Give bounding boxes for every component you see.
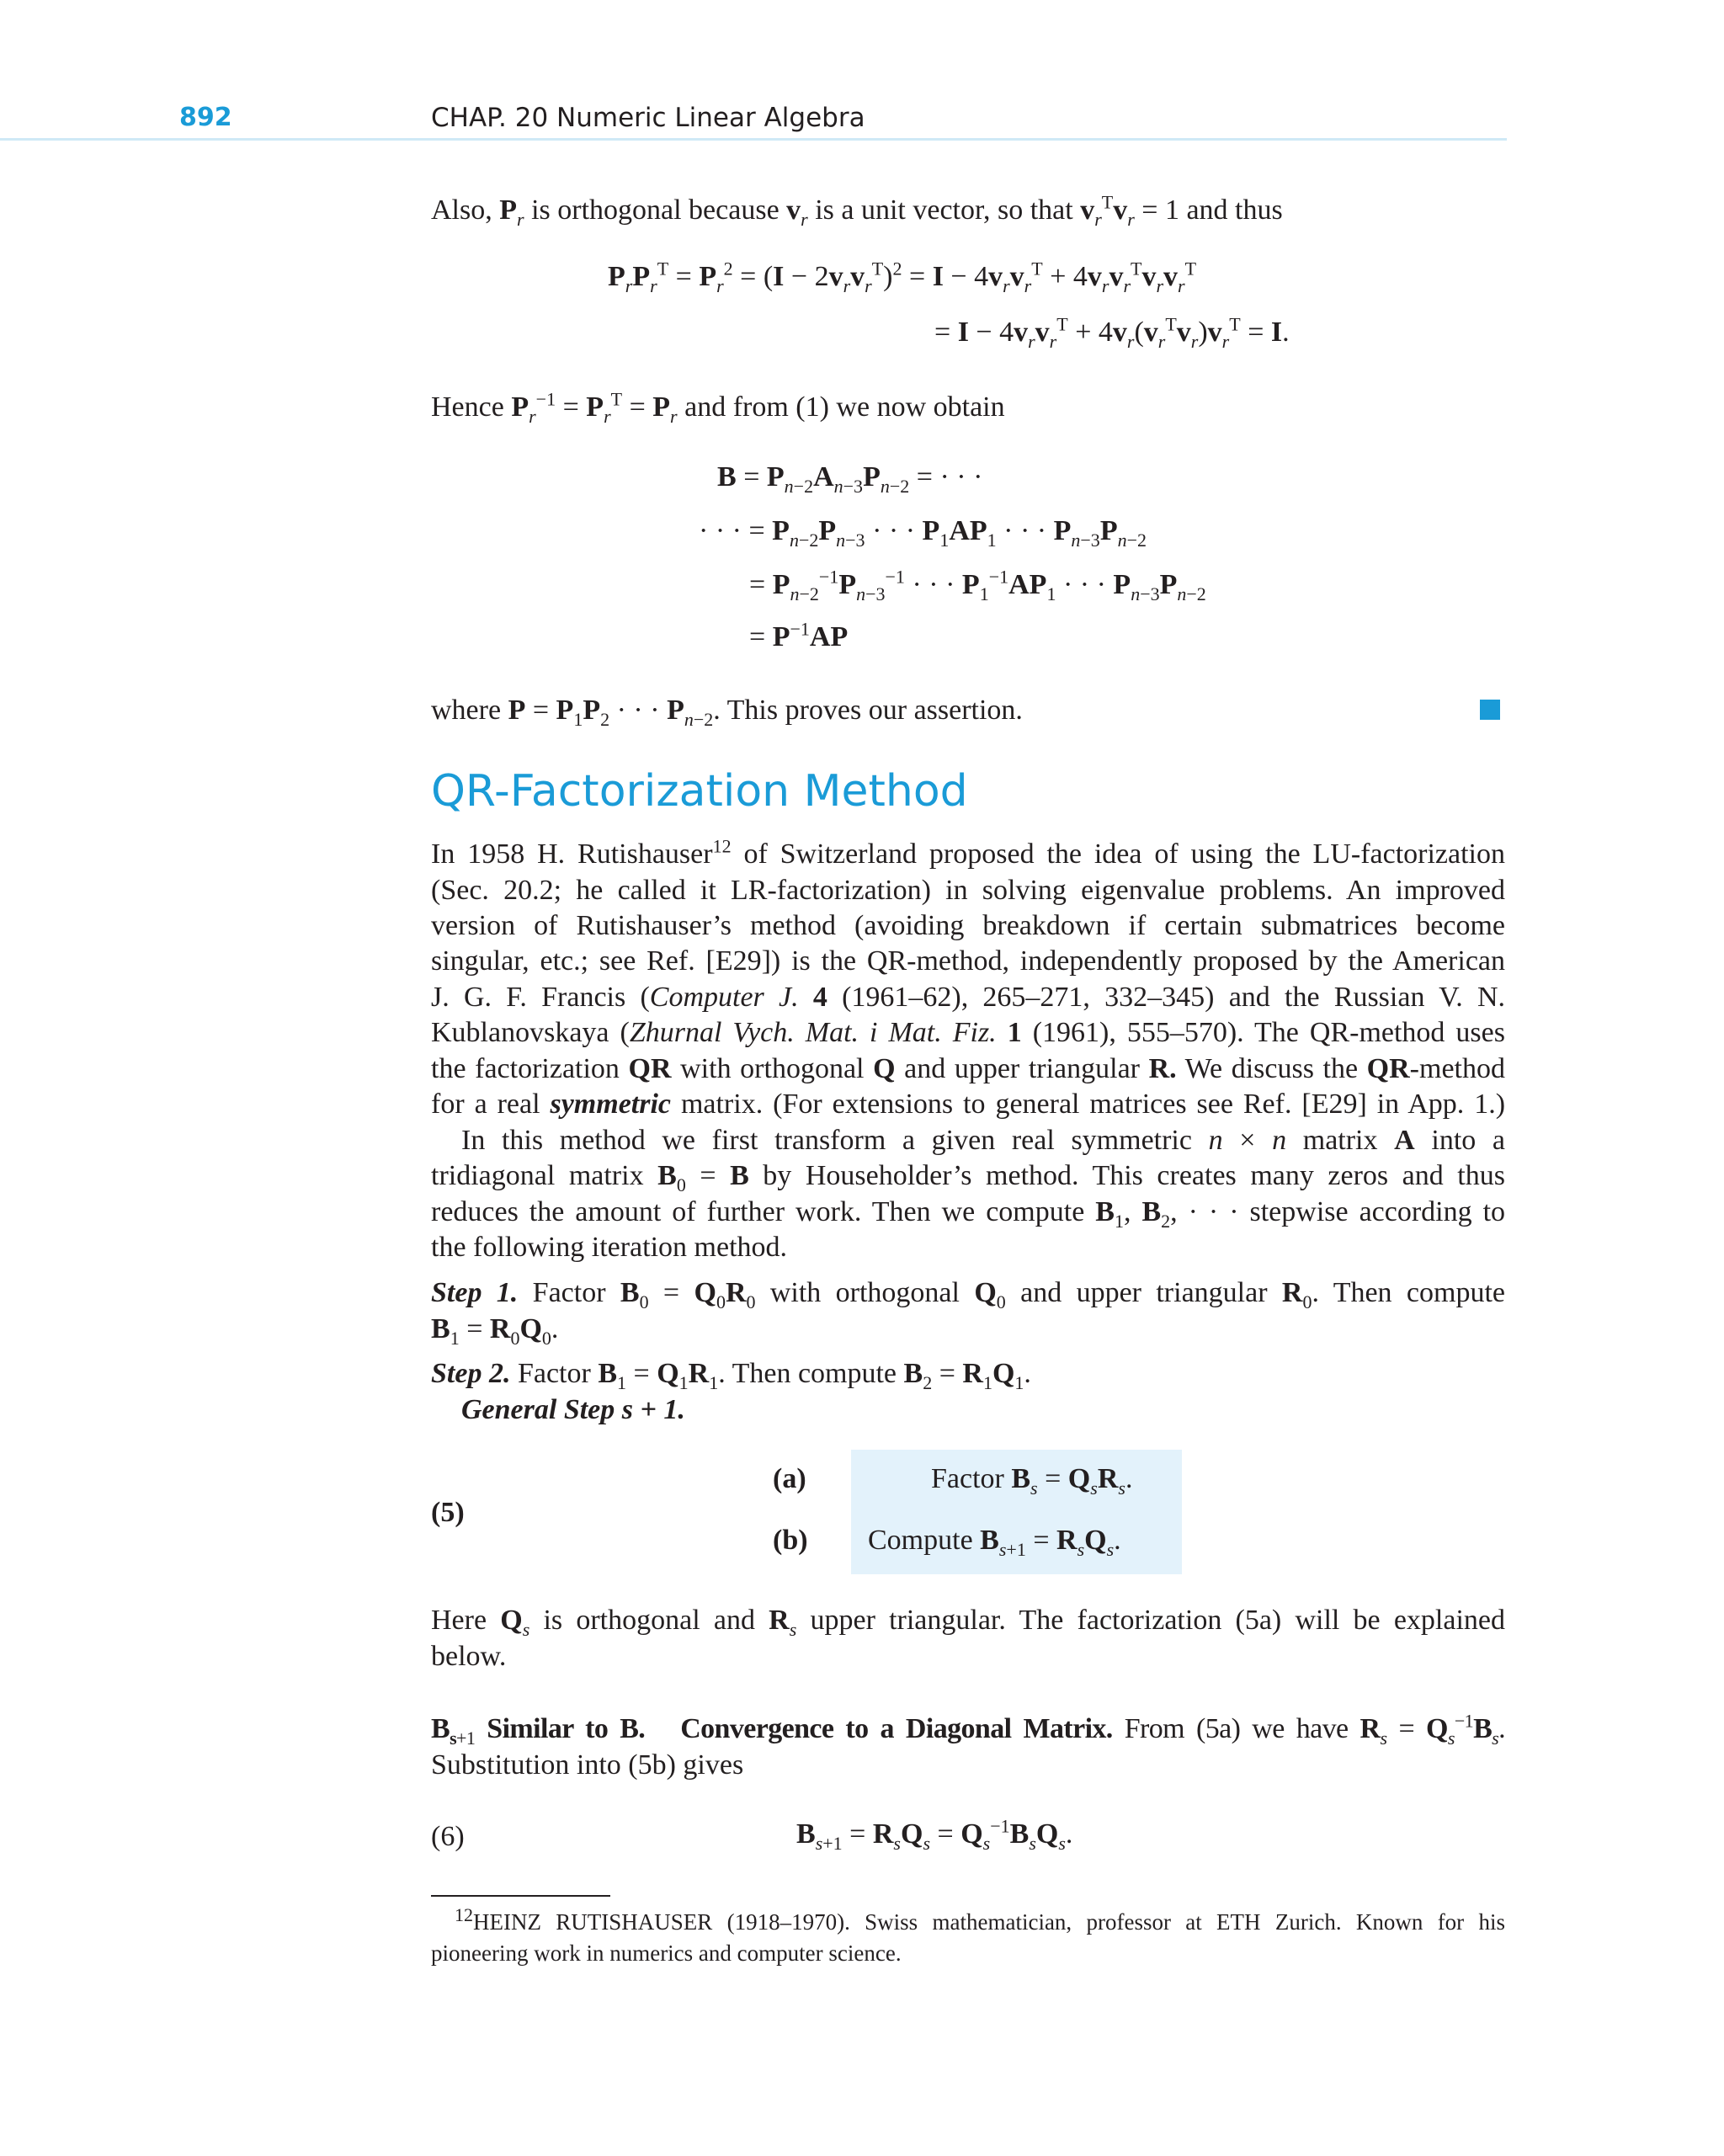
equation-5b-label: (b): [773, 1525, 808, 1556]
equation-5a: Factor $B_s = Q_sR_s$.: [931, 1463, 1133, 1499]
paragraph-1-line-8: for a real symmetric matrix. (For extensions to general matrices see Ref. [E29] in App. 1.): [431, 1089, 1506, 1120]
equation-5b: Compute $B_{s+1} = R_sQ_s$.: [868, 1525, 1121, 1560]
equation-6-label: (6): [431, 1821, 465, 1852]
equation-b-1: $B = P_{n-2}A_{n-3}P_{n-2}$ = · · ·: [717, 461, 983, 497]
here-line-2: below.: [431, 1641, 507, 1672]
equation-b-2: · · · = $P_{n-2}P_{n-3}$ · · · $P_1AP_1$ · · · $P_{n-3}P_{n-2}$: [699, 515, 1147, 551]
page-number: 892: [179, 103, 232, 132]
paragraph-1-line-3: version of Rutishauser’s method (avoiding breakdown if certain submatrices become: [431, 910, 1505, 941]
footnote-line-2: pioneering work in numerics and computer science.: [431, 1940, 902, 1966]
equation-5a-label: (a): [773, 1463, 806, 1494]
paragraph-2-line-4: the following iteration method.: [431, 1232, 788, 1263]
header-rule: [0, 138, 1507, 141]
paragraph-2-line-1: In this method we first transform a given real symmetric n × n matrix A into a: [461, 1125, 1505, 1156]
convergence-line-1: $B_{s+1}$ Similar to B. Convergence to a Diagonal Matrix. From (5a) we have $R_s = Q_s^{-1}B_s$.: [431, 1710, 1506, 1749]
section-heading: QR-Factorization Method: [431, 766, 968, 817]
paragraph-1-line-7: the factorization QR with orthogonal Q and upper triangular R. We discuss the QR-method: [431, 1053, 1505, 1084]
step-2-line: Step 2. Factor $B_1 = Q_1R_1$. Then compute $B_2 = R_1Q_1$.: [431, 1358, 1031, 1393]
step-1-line-1: Step 1. Factor $B_0 = Q_0R_0$ with orthogonal $Q_0$ and upper triangular $R_0$. Then compute: [431, 1277, 1505, 1312]
paragraph-2-line-2: tridiagonal matrix $B_0 = B$ by Householder’s method. This creates many zeros and thus: [431, 1160, 1505, 1195]
running-header: CHAP. 20 Numeric Linear Algebra: [431, 103, 865, 133]
equation-6: $B_{s+1} = R_sQ_s = Q_s^{-1}B_sQ_s$.: [796, 1815, 1073, 1854]
equation-pp-2: = $I - 4v_rv_r^T + 4v_r(v_r^Tv_r)v_r^T = I$.: [934, 313, 1290, 352]
end-of-proof-square: [1480, 700, 1500, 720]
footnote-line-1: $^{12}$HEINZ RUTISHAUSER (1918–1970). Swiss mathematician, professor at ETH Zurich. Known for his: [455, 1904, 1505, 1935]
step-1-line-2: $B_1 = R_0Q_0$.: [431, 1313, 559, 1349]
paragraph-1-line-2: (Sec. 20.2; he called it LR-factorization) in solving eigenvalue problems. An improved: [431, 875, 1505, 906]
where-line: where $P = P_1P_2$ · · · $P_{n-2}$. This proves our assertion.: [431, 695, 1023, 730]
equation-b-3: = $P_{n-2}^{-1}P_{n-3}^{-1}$ · · · $P_1^{-1}AP_1$ · · · $P_{n-3}P_{n-2}$: [749, 566, 1206, 604]
hence-line: Hence $P_r^{-1} = P_r^T = P_r$ and from (1) we now obtain: [431, 388, 1005, 427]
paragraph-1-line-1: In 1958 H. Rutishauser$^{12}$ of Switzerland proposed the idea of using the LU-factorization: [431, 835, 1505, 870]
also-line: Also, $P_r$ is orthogonal because $v_r$ is a unit vector, so that $v_r^Tv_r = 1$ and thus: [431, 191, 1283, 230]
here-line-1: Here $Q_s$ is orthogonal and $R_s$ upper triangular. The factorization (5a) will be explained: [431, 1605, 1506, 1640]
paragraph-1-line-6: Kublanovskaya (Zhurnal Vych. Mat. i Mat. Fiz. 1 (1961), 555–570). The QR-method uses: [431, 1017, 1505, 1048]
convergence-line-2: Substitution into (5b) gives: [431, 1749, 744, 1781]
equation-5-label: (5): [431, 1497, 465, 1528]
paragraph-2-line-3: reduces the amount of further work. Then we compute $B_1$, $B_2$, · · · stepwise according to: [431, 1196, 1506, 1232]
general-step-heading: General Step s + 1.: [461, 1394, 685, 1425]
equation-pp: $P_rP_r^T = P_r^2 = (I - 2v_rv_r^T)^2 = I - 4v_rv_r^T + 4v_rv_r^Tv_rv_r^T$: [608, 258, 1197, 296]
equation-b-4: = $P^{-1}AP$: [749, 618, 849, 652]
footnote-rule: [431, 1895, 610, 1897]
paragraph-1-line-5: J. G. F. Francis (Computer J. 4 (1961–62), 265–271, 332–345) and the Russian V. N.: [431, 982, 1506, 1013]
paragraph-1-line-4: singular, etc.; see Ref. [E29]) is the QR-method, independently proposed by the American: [431, 945, 1505, 977]
